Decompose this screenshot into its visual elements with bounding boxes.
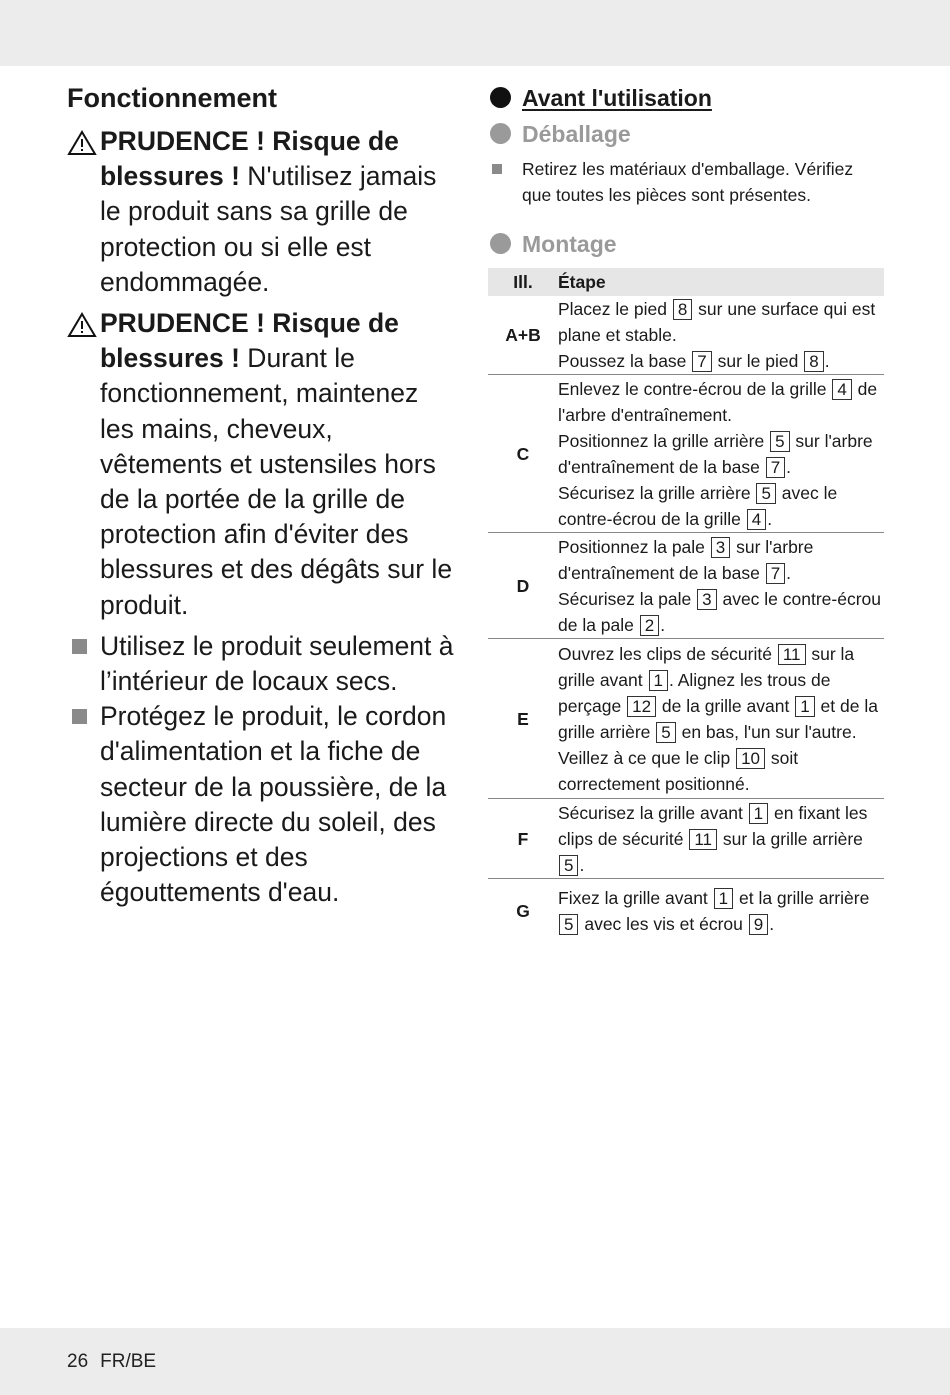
part-number-badge: 1 <box>649 670 668 691</box>
section-title: Fonctionnement <box>67 83 277 113</box>
step-text: Poussez la base <box>558 351 692 371</box>
step-description <box>558 296 884 375</box>
main-heading-row <box>488 80 884 116</box>
step-text: Sécurisez la grille avant <box>558 802 748 823</box>
table-header-row <box>488 268 884 296</box>
warning-triangle-icon <box>67 130 97 156</box>
assembly-heading-row <box>488 226 884 262</box>
part-number-badge: 10 <box>736 748 765 769</box>
step-text: sur le pied <box>712 351 804 371</box>
step-text: . <box>579 854 585 875</box>
part-number-badge: 5 <box>756 483 775 504</box>
part-number-badge: 4 <box>747 509 766 530</box>
unpacking-heading: Déballage <box>522 121 631 147</box>
part-number-badge: 7 <box>766 457 785 478</box>
step-illustration-ref: G <box>516 900 530 921</box>
step-text: . <box>767 508 773 529</box>
part-number-badge: 5 <box>656 722 675 743</box>
table-row <box>488 296 884 375</box>
list-item <box>488 156 884 208</box>
step-text: . <box>786 562 792 583</box>
main-heading: Avant l'utilisation <box>522 85 712 111</box>
step-text: Placez le pied <box>558 299 672 319</box>
assembly-heading: Montage <box>522 231 617 257</box>
step-description <box>558 533 884 639</box>
step-line <box>558 296 884 348</box>
step-description <box>558 879 884 943</box>
step-description <box>558 799 884 879</box>
part-number-badge: 4 <box>832 379 851 400</box>
right-column <box>488 80 884 943</box>
step-text: sur la grille avant <box>558 643 855 690</box>
part-number-badge: 1 <box>714 888 733 909</box>
square-bullet-icon <box>72 639 87 654</box>
table-row <box>488 879 884 943</box>
warning-block <box>67 306 457 623</box>
step-text: Positionnez la pale <box>558 536 710 557</box>
part-number-badge: 3 <box>711 537 730 558</box>
warning-triangle-icon <box>67 312 97 338</box>
step-text: et la grille arrière <box>734 887 870 908</box>
page-number: 26 <box>67 1351 89 1372</box>
step-text: avec les vis et écrou <box>579 913 748 934</box>
step-line <box>558 800 884 878</box>
step-illustration-ref: D <box>488 533 558 639</box>
step-text: . <box>660 614 666 635</box>
step-text: Sécurisez la pale <box>558 588 697 609</box>
step-text: . <box>824 351 830 371</box>
assembly-table <box>488 268 884 943</box>
column-header-ill: Ill. <box>488 268 558 296</box>
step-text: Positionnez la grille arrière <box>558 430 770 451</box>
step-line <box>558 428 884 480</box>
list-item-text: Utilisez le produit seulement à l’intérieur de locaux secs. <box>100 630 454 697</box>
step-text: Enlevez le contre-écrou de la grille <box>558 378 832 399</box>
part-number-badge: 12 <box>627 696 656 717</box>
step-text: de l'arbre d'entraînement. <box>558 378 878 425</box>
step-text: soit correctement positionné. <box>558 747 799 794</box>
bullet-dot-icon <box>490 233 511 254</box>
bullet-dot-icon <box>490 87 511 108</box>
locale-label: FR/BE <box>100 1351 157 1372</box>
table-row <box>488 799 884 879</box>
list-item <box>67 699 457 910</box>
column-header-step: Étape <box>558 268 884 296</box>
header-band <box>0 0 950 66</box>
step-line <box>558 480 884 532</box>
bullet-dot-icon <box>490 123 511 144</box>
part-number-badge: 3 <box>697 589 716 610</box>
unpacking-heading-row <box>488 116 884 152</box>
step-text: Ouvrez les clips de sécurité <box>558 643 777 664</box>
part-number-badge: 5 <box>770 431 789 452</box>
step-line <box>558 586 884 638</box>
part-number-badge: 5 <box>559 855 578 876</box>
step-text: en bas, l'un sur l'autre. Veillez à ce que le clip <box>558 721 857 768</box>
part-number-badge: 9 <box>749 914 768 935</box>
part-number-badge: 11 <box>689 829 717 850</box>
step-text: sur l'arbre d'entraînement de la base <box>558 430 873 477</box>
table-row <box>488 639 884 799</box>
step-text: Fixez la grille avant <box>558 887 713 908</box>
page-footer <box>67 1351 168 1373</box>
step-text: Sécurisez la grille arrière <box>558 482 756 503</box>
part-number-badge: 7 <box>766 563 785 584</box>
left-column <box>67 80 457 910</box>
step-description <box>558 639 884 799</box>
list-item-text: Protégez le produit, le cordon d'alimentation et la fiche de secteur de la poussière, de la lumière directe du soleil, des projections et des égouttements d'eau. <box>100 701 447 908</box>
step-text: . <box>786 456 792 477</box>
step-line <box>558 534 884 586</box>
list-item <box>67 629 457 699</box>
warning-text: Durant le fonctionnement, maintenez les mains, cheveux, vêtements et ustensiles hors de la portée de la grille de protection afin d'éviter des blessures et des dégâts sur le produit. <box>100 343 453 620</box>
part-number-badge: 11 <box>778 644 806 665</box>
step-text: sur une surface qui est plane et stable. <box>558 299 876 345</box>
step-text: avec le contre-écrou de la grille <box>558 482 838 529</box>
part-number-badge: 1 <box>795 696 814 717</box>
part-number-badge: 1 <box>749 803 768 824</box>
step-line <box>558 641 884 797</box>
step-line <box>558 376 884 428</box>
step-line <box>558 885 884 937</box>
part-number-badge: 8 <box>673 299 692 320</box>
part-number-badge: 8 <box>804 351 823 372</box>
square-bullet-icon <box>492 164 502 174</box>
warning-block <box>67 124 457 300</box>
step-text: de la grille avant <box>657 695 795 716</box>
warning-lead: PRUDENCE ! Risque de blessures ! <box>100 126 399 192</box>
step-text: sur l'arbre d'entraînement de la base <box>558 536 814 583</box>
step-illustration-ref: C <box>488 375 558 533</box>
warning-text: N'utilisez jamais le produit sans sa grille de protection ou si elle est endommagée. <box>100 161 437 297</box>
step-text: . <box>769 913 775 934</box>
step-text: sur la grille arrière <box>718 828 863 849</box>
table-body <box>488 296 884 943</box>
part-number-badge: 7 <box>692 351 711 372</box>
step-illustration-ref: E <box>488 639 558 799</box>
warning-lead: PRUDENCE ! Risque de blessures ! <box>100 308 399 374</box>
step-line <box>558 348 884 374</box>
step-text: . Alignez les trous de perçage <box>558 669 831 716</box>
step-text: en fixant les clips de sécurité <box>558 802 868 849</box>
part-number-badge: 5 <box>559 914 578 935</box>
step-text: et de la grille arrière <box>558 695 878 742</box>
table-row <box>488 375 884 533</box>
step-illustration-ref: F <box>488 799 558 879</box>
step-text: avec le contre-écrou de la pale <box>558 588 882 635</box>
list-item-text: Retirez les matériaux d'emballage. Vérifiez que toutes les pièces sont présentes. <box>522 159 854 205</box>
square-bullet-icon <box>72 709 87 724</box>
part-number-badge: 2 <box>640 615 659 636</box>
step-description <box>558 375 884 533</box>
step-illustration-ref: A+B <box>488 296 558 375</box>
table-row <box>488 533 884 639</box>
